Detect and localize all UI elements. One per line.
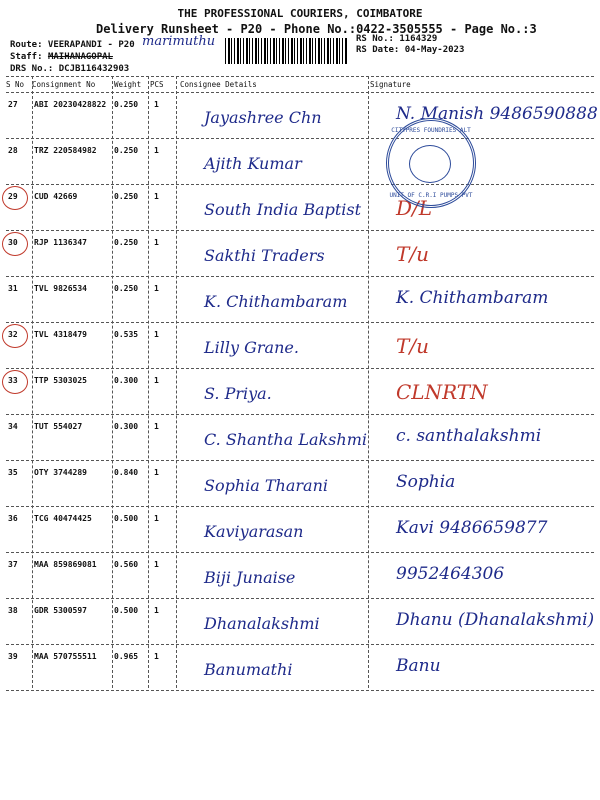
row-divider [6,552,594,553]
row-divider [6,184,594,185]
table-row [6,554,594,600]
row-divider [6,368,594,369]
table-row [6,278,594,324]
table-row [6,508,594,554]
rs-date: RS Date: 04-May-2023 [356,45,465,55]
row-pcs: 1 [154,514,159,523]
row-signature: N. Manish 9486590888 [396,104,598,124]
row-consignment-no: ABI 20230428822 [34,100,107,109]
rs-number: RS No.: 1164329 [356,34,438,44]
row-signature: T/u [396,334,429,358]
red-circle-mark [2,324,28,348]
row-weight: 0.500 [114,606,139,615]
row-consignment-no: OTY 3744289 [34,468,87,477]
barcode [225,38,347,64]
row-weight: 0.560 [114,560,139,569]
row-weight: 0.250 [114,146,139,155]
row-weight: 0.300 [114,376,139,385]
row-sno: 34 [8,422,18,431]
row-divider [6,138,594,139]
row-consignee-handwritten: K. Chithambaram [204,292,348,311]
row-sno: 33 [8,376,18,385]
row-consignee-handwritten: C. Shantha Lakshmi [204,430,367,449]
row-sno: 29 [8,192,18,201]
row-pcs: 1 [154,238,159,247]
row-consignee-handwritten: Biji Junaise [204,568,296,587]
row-consignment-no: TCG 40474425 [34,514,92,523]
row-pcs: 1 [154,192,159,201]
row-divider [6,322,594,323]
row-pcs: 1 [154,560,159,569]
table-row [6,232,594,278]
row-consignee-handwritten: S. Priya. [204,384,272,403]
row-pcs: 1 [154,422,159,431]
runsheet-title: Delivery Runsheet - P20 - Phone No.:0422-3505555 - Page No.:3 [96,22,537,36]
table-top-border [6,76,594,77]
col-weight: Weight [114,80,142,89]
row-signature: Sophia [396,472,456,492]
stamp-top-text: CITYPRES FOUNDRIES ALT [391,127,471,134]
row-consignee-handwritten: Sophia Tharani [204,476,329,495]
row-weight: 0.500 [114,514,139,523]
row-consignee-handwritten: Lilly Grane. [204,338,299,357]
row-divider [6,276,594,277]
row-divider [6,506,594,507]
table-row [6,94,598,140]
row-divider [6,690,594,691]
row-sno: 39 [8,652,18,661]
route: Route: VEERAPANDI - P20 [10,40,135,50]
row-sno: 32 [8,330,18,339]
row-divider [6,460,594,461]
row-sno: 28 [8,146,18,155]
row-consignee-handwritten: Kaviyarasan [204,522,304,541]
row-consignment-no: RJP 1136347 [34,238,87,247]
table-row [6,324,594,370]
row-divider [6,644,594,645]
col-pcs: PCS [150,80,164,89]
row-weight: 0.250 [114,238,139,247]
row-weight: 0.250 [114,100,139,109]
row-consignment-no: GDR 5300597 [34,606,87,615]
staff-signature: marimuthu [142,34,216,49]
row-divider [6,230,594,231]
company-name: THE PROFESSIONAL COURIERS, COIMBATORE [177,7,423,20]
row-weight: 0.250 [114,192,139,201]
row-consignment-no: TUT 554027 [34,422,83,431]
row-consignment-no: TVL 9826534 [34,284,87,293]
company-stamp [386,118,476,208]
header-bottom-border [6,92,594,93]
red-circle-mark [2,186,28,210]
staff-name: MAIHANAGOPAL [47,52,113,62]
row-consignment-no: CUD 42669 [34,192,78,201]
row-consignee-handwritten: Banumathi [204,660,293,679]
row-sno: 35 [8,468,18,477]
row-consignee-handwritten: Jayashree Chn [204,108,322,127]
row-pcs: 1 [154,284,159,293]
row-signature: c. santhalakshmi [396,426,542,446]
row-sno: 38 [8,606,18,615]
table-row [6,462,594,508]
col-consignment: Consignment No [32,80,96,89]
red-circle-mark [2,370,28,394]
row-pcs: 1 [154,376,159,385]
red-circle-mark [2,232,28,256]
row-sno: 27 [8,100,18,109]
row-signature: 9952464306 [396,564,505,584]
row-divider [6,598,594,599]
row-consignment-no: TRZ 220584982 [34,146,97,155]
row-signature: D/L [396,196,433,220]
row-sno: 36 [8,514,18,523]
col-consignee: Consignee Details [180,80,257,89]
row-signature: Dhanu (Dhanalakshmi) [396,610,595,630]
row-consignee-handwritten: Ajith Kumar [204,154,302,173]
row-consignee-handwritten: Sakthi Traders [204,246,325,265]
stamp-inner-ring [409,145,451,183]
staff [10,52,113,62]
row-pcs: 1 [154,146,159,155]
row-pcs: 1 [154,468,159,477]
row-divider [6,414,594,415]
row-signature: Kavi 9486659877 [396,518,548,538]
row-consignee-handwritten: South India Baptist [204,200,362,219]
row-pcs: 1 [154,330,159,339]
table-row [6,370,594,416]
table-row [6,600,594,646]
staff-label: Staff: [10,52,43,62]
row-weight: 0.535 [114,330,139,339]
table-row [6,186,594,232]
row-sno: 37 [8,560,18,569]
row-pcs: 1 [154,606,159,615]
row-consignee-handwritten: Dhanalakshmi [204,614,320,633]
row-sno: 31 [8,284,18,293]
row-weight: 0.965 [114,652,139,661]
row-signature: Banu [396,656,441,676]
row-weight: 0.250 [114,284,139,293]
row-signature: CLNRTN [396,380,488,404]
drs-number: DRS No.: DCJB116432903 [10,64,130,74]
stamp-bottom-text: UNIT OF C.R.I PUMPS PVT [389,192,473,199]
row-sno: 30 [8,238,18,247]
row-consignment-no: MAA 570755511 [34,652,97,661]
row-consignment-no: TVL 4318479 [34,330,87,339]
col-sno: S No [6,80,25,89]
row-signature: T/u [396,242,429,266]
row-consignment-no: TTP 5303025 [34,376,87,385]
row-pcs: 1 [154,652,159,661]
row-pcs: 1 [154,100,159,109]
row-weight: 0.840 [114,468,139,477]
row-signature: K. Chithambaram [396,288,549,308]
table-row [6,140,594,186]
table-row [6,646,594,692]
table-row [6,416,594,462]
row-consignment-no: MAA 859869081 [34,560,97,569]
row-weight: 0.300 [114,422,139,431]
col-signature: Signature [370,80,411,89]
